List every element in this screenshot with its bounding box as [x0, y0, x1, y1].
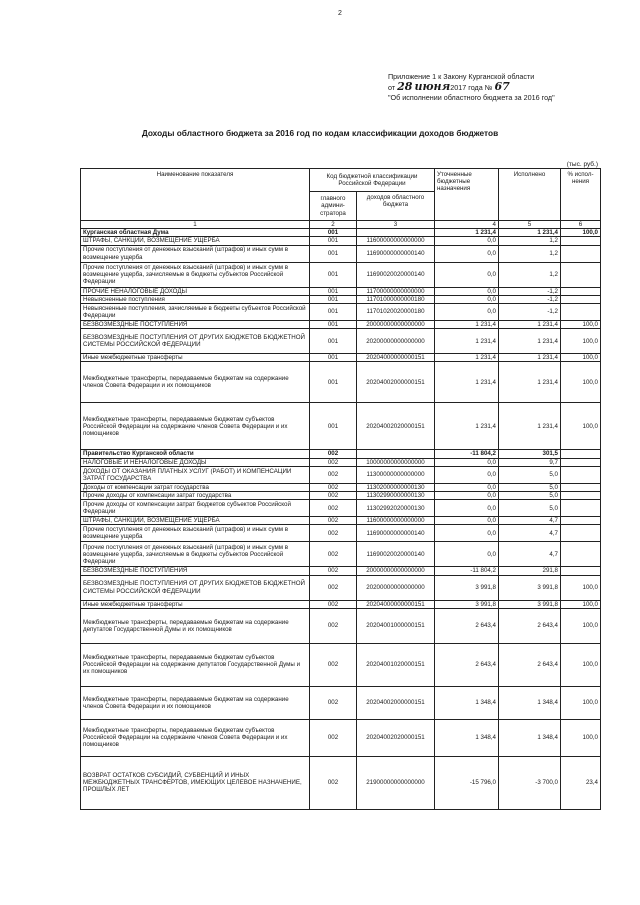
- row-admin-code: 002: [310, 608, 357, 643]
- row-percent: [561, 262, 601, 287]
- header-planned: Уточненные бюджетные назначения: [435, 169, 499, 221]
- row-budget-code: 20200000000000000: [357, 575, 435, 600]
- row-name: Иные межбюджетные трансферты: [81, 354, 310, 362]
- table-row: [81, 229, 601, 237]
- handwritten-day: 28: [397, 80, 413, 93]
- row-percent: 100,0: [561, 321, 601, 329]
- row-executed: 291,8: [499, 567, 561, 575]
- handwritten-month: июня: [414, 80, 451, 93]
- row-percent: 100,0: [561, 362, 601, 403]
- row-planned: 0,0: [435, 492, 499, 500]
- row-name: БЕЗВОЗМЕЗДНЫЕ ПОСТУПЛЕНИЯ: [81, 321, 310, 329]
- row-budget-code: 20000000000000000: [357, 321, 435, 329]
- appendix-from: от: [388, 83, 396, 92]
- row-budget-code: 11690000000000140: [357, 525, 435, 542]
- row-admin-code: 001: [310, 295, 357, 303]
- row-executed: 1 231,4: [499, 321, 561, 329]
- row-admin-code: 002: [310, 466, 357, 483]
- table-row: [81, 492, 601, 500]
- row-name: Межбюджетные трансферты, передаваемые бюджетам на содержание членов Совета Федерации и их помощников: [81, 686, 310, 719]
- row-planned: 0,0: [435, 458, 499, 466]
- row-budget-code: 20200000000000000: [357, 329, 435, 354]
- handwritten-number: 67: [494, 80, 510, 93]
- row-executed: 4,7: [499, 525, 561, 542]
- row-percent: 100,0: [561, 575, 601, 600]
- table-row: [81, 304, 601, 321]
- table-row: [81, 262, 601, 287]
- row-percent: [561, 500, 601, 517]
- table-row: [81, 403, 601, 450]
- table-row: [81, 517, 601, 525]
- revenue-table: [80, 168, 601, 810]
- table-row: [81, 245, 601, 262]
- row-executed: 1 231,4: [499, 329, 561, 354]
- header-percent: % испол-нения: [561, 169, 601, 221]
- row-admin-code: 002: [310, 450, 357, 458]
- row-budget-code: 20204002020000151: [357, 403, 435, 450]
- appendix-year: 2017 года №: [450, 83, 493, 92]
- row-admin-code: 002: [310, 756, 357, 809]
- row-name: ДОХОДЫ ОТ ОКАЗАНИЯ ПЛАТНЫХ УСЛУГ (РАБОТ) И КОМПЕНСАЦИИ ЗАТРАТ ГОСУДАРСТВА: [81, 466, 310, 483]
- row-percent: [561, 466, 601, 483]
- row-admin-code: 002: [310, 643, 357, 686]
- row-percent: 100,0: [561, 719, 601, 756]
- row-percent: [561, 295, 601, 303]
- row-budget-code: [357, 229, 435, 237]
- row-name: Межбюджетные трансферты, передаваемые бюджетам на содержание депутатов Государственной Думы и их помощников: [81, 608, 310, 643]
- row-planned: 0,0: [435, 466, 499, 483]
- row-percent: [561, 517, 601, 525]
- row-executed: 1 231,4: [499, 362, 561, 403]
- row-name: Доходы от компенсации затрат государства: [81, 483, 310, 491]
- row-planned: 0,0: [435, 542, 499, 567]
- appendix-line-2: [388, 82, 555, 93]
- column-number: 4: [435, 221, 499, 229]
- page-number: 2: [338, 10, 342, 17]
- row-budget-code: 20000000000000000: [357, 567, 435, 575]
- row-percent: [561, 542, 601, 567]
- row-name: Межбюджетные трансферты, передаваемые бюджетам субъектов Российской Федерации на содержание членов Совета Федерации и их помощников: [81, 403, 310, 450]
- row-admin-code: 002: [310, 517, 357, 525]
- row-percent: [561, 492, 601, 500]
- row-budget-code: 21900000000000000: [357, 756, 435, 809]
- row-executed: -1,2: [499, 287, 561, 295]
- row-executed: -1,2: [499, 304, 561, 321]
- unit-label: (тыс. руб.): [566, 161, 598, 168]
- row-admin-code: 002: [310, 492, 357, 500]
- row-executed: 9,7: [499, 458, 561, 466]
- header-code-group: Код бюджетной классификации Российской Федерации: [310, 169, 435, 192]
- row-executed: 1 348,4: [499, 719, 561, 756]
- row-budget-code: 20204001000000151: [357, 608, 435, 643]
- row-admin-code: 001: [310, 245, 357, 262]
- row-name: БЕЗВОЗМЕЗДНЫЕ ПОСТУПЛЕНИЯ: [81, 567, 310, 575]
- row-planned: 0,0: [435, 245, 499, 262]
- row-planned: 0,0: [435, 237, 499, 245]
- row-percent: 100,0: [561, 600, 601, 608]
- row-name: ВОЗВРАТ ОСТАТКОВ СУБСИДИЙ, СУБВЕНЦИЙ И ИНЫХ МЕЖБЮДЖЕТНЫХ ТРАНСФЕРТОВ, ИМЕЮЩИХ ЦЕЛЕВОЕ НАЗНАЧЕНИЕ, ПРОШЛЫХ ЛЕТ: [81, 756, 310, 809]
- row-admin-code: 002: [310, 567, 357, 575]
- table-row: [81, 542, 601, 567]
- row-name: Иные межбюджетные трансферты: [81, 600, 310, 608]
- row-planned: 0,0: [435, 304, 499, 321]
- row-executed: 5,0: [499, 492, 561, 500]
- row-planned: 0,0: [435, 295, 499, 303]
- row-admin-code: 001: [310, 237, 357, 245]
- column-number: 2: [310, 221, 357, 229]
- row-budget-code: 20204000000000151: [357, 354, 435, 362]
- row-planned: 2 643,4: [435, 608, 499, 643]
- row-admin-code: 001: [310, 262, 357, 287]
- row-name: ПРОЧИЕ НЕНАЛОГОВЫЕ ДОХОДЫ: [81, 287, 310, 295]
- header-executed: Исполнено: [499, 169, 561, 221]
- row-budget-code: 11302990000000130: [357, 492, 435, 500]
- row-planned: 2 643,4: [435, 643, 499, 686]
- row-executed: 1,2: [499, 245, 561, 262]
- table-row: [81, 686, 601, 719]
- row-planned: 1 348,4: [435, 719, 499, 756]
- document-title: Доходы областного бюджета за 2016 год по кодам классификации доходов бюджетов: [141, 128, 499, 138]
- row-percent: 100,0: [561, 329, 601, 354]
- row-budget-code: [357, 450, 435, 458]
- row-budget-code: 11302992020000130: [357, 500, 435, 517]
- row-name: Правительство Курганской области: [81, 450, 310, 458]
- row-name: Прочие поступления от денежных взысканий (штрафов) и иных сумм в возмещение ущерба: [81, 245, 310, 262]
- row-executed: 2 643,4: [499, 608, 561, 643]
- row-executed: 4,7: [499, 542, 561, 567]
- row-budget-code: 20204002000000151: [357, 686, 435, 719]
- table-row: [81, 458, 601, 466]
- row-planned: 0,0: [435, 525, 499, 542]
- row-executed: 5,0: [499, 500, 561, 517]
- table-row: [81, 608, 601, 643]
- row-executed: 3 991,8: [499, 600, 561, 608]
- row-admin-code: 001: [310, 329, 357, 354]
- header-admin: главного админи-стратора: [310, 192, 357, 221]
- row-admin-code: 001: [310, 287, 357, 295]
- row-executed: 5,0: [499, 483, 561, 491]
- column-number: 5: [499, 221, 561, 229]
- row-percent: 100,0: [561, 686, 601, 719]
- appendix-note: [388, 72, 555, 103]
- row-admin-code: 001: [310, 304, 357, 321]
- row-admin-code: 002: [310, 525, 357, 542]
- row-budget-code: 20204002000000151: [357, 362, 435, 403]
- table-row: [81, 329, 601, 354]
- table-row: [81, 466, 601, 483]
- table-row: [81, 362, 601, 403]
- row-executed: 1 231,4: [499, 229, 561, 237]
- row-name: Прочие поступления от денежных взысканий (штрафов) и иных сумм в возмещение ущерба, зачисляемые в бюджеты субъектов Российской Федерации: [81, 542, 310, 567]
- row-name: Невыясненные поступления, зачисляемые в бюджеты субъектов Российской Федерации: [81, 304, 310, 321]
- table-row: [81, 567, 601, 575]
- header-budget: доходов областного бюджета: [357, 192, 435, 221]
- table-row: [81, 354, 601, 362]
- row-planned: 1 231,4: [435, 329, 499, 354]
- row-budget-code: 11690020020000140: [357, 262, 435, 287]
- column-number: 1: [81, 221, 310, 229]
- row-planned: -15 796,0: [435, 756, 499, 809]
- row-percent: 100,0: [561, 643, 601, 686]
- row-budget-code: 11302000000000130: [357, 483, 435, 491]
- column-number: 6: [561, 221, 601, 229]
- row-percent: [561, 237, 601, 245]
- row-budget-code: 20204000000000151: [357, 600, 435, 608]
- column-number-row: [81, 221, 601, 229]
- row-admin-code: 001: [310, 362, 357, 403]
- row-budget-code: 11690020020000140: [357, 542, 435, 567]
- row-percent: [561, 304, 601, 321]
- row-budget-code: 10000000000000000: [357, 458, 435, 466]
- table-row: [81, 756, 601, 809]
- row-executed: 301,5: [499, 450, 561, 458]
- row-planned: 3 991,8: [435, 600, 499, 608]
- row-admin-code: 002: [310, 686, 357, 719]
- table-row: [81, 525, 601, 542]
- row-budget-code: 20204001020000151: [357, 643, 435, 686]
- row-executed: 3 991,8: [499, 575, 561, 600]
- row-name: Прочие поступления от денежных взысканий (штрафов) и иных сумм в возмещение ущерба, зачисляемые в бюджеты субъектов Российской Федерации: [81, 262, 310, 287]
- row-name: Невыясненные поступления: [81, 295, 310, 303]
- row-admin-code: 001: [310, 354, 357, 362]
- row-budget-code: 11700000000000000: [357, 287, 435, 295]
- row-executed: 1,2: [499, 262, 561, 287]
- row-executed: 4,7: [499, 517, 561, 525]
- table-row: [81, 483, 601, 491]
- row-executed: 1 231,4: [499, 354, 561, 362]
- row-percent: 23,4: [561, 756, 601, 809]
- row-executed: 2 643,4: [499, 643, 561, 686]
- row-planned: 0,0: [435, 262, 499, 287]
- table-row: [81, 287, 601, 295]
- row-executed: -1,2: [499, 295, 561, 303]
- row-percent: 100,0: [561, 354, 601, 362]
- row-name: БЕЗВОЗМЕЗДНЫЕ ПОСТУПЛЕНИЯ ОТ ДРУГИХ БЮДЖЕТОВ БЮДЖЕТНОЙ СИСТЕМЫ РОССИЙСКОЙ ФЕДЕРАЦИИ: [81, 575, 310, 600]
- row-name: ШТРАФЫ, САНКЦИИ, ВОЗМЕЩЕНИЕ УЩЕРБА: [81, 237, 310, 245]
- row-budget-code: 11600000000000000: [357, 237, 435, 245]
- table-row: [81, 600, 601, 608]
- row-budget-code: 20204002020000151: [357, 719, 435, 756]
- row-name: Межбюджетные трансферты, передаваемые бюджетам на содержание членов Совета Федерации и их помощников: [81, 362, 310, 403]
- row-admin-code: 002: [310, 500, 357, 517]
- row-percent: [561, 245, 601, 262]
- row-percent: 100,0: [561, 403, 601, 450]
- row-name: ШТРАФЫ, САНКЦИИ, ВОЗМЕЩЕНИЕ УЩЕРБА: [81, 517, 310, 525]
- row-planned: 0,0: [435, 287, 499, 295]
- table-row: [81, 295, 601, 303]
- row-admin-code: 002: [310, 542, 357, 567]
- row-planned: -11 804,2: [435, 450, 499, 458]
- row-percent: [561, 567, 601, 575]
- appendix-line-3: "Об исполнении областного бюджета за 2016 год": [388, 93, 555, 102]
- row-name: Курганская областная Дума: [81, 229, 310, 237]
- row-executed: -3 700,0: [499, 756, 561, 809]
- row-percent: 100,0: [561, 229, 601, 237]
- row-percent: 100,0: [561, 608, 601, 643]
- row-budget-code: 11690000000000140: [357, 245, 435, 262]
- row-name: Прочие доходы от компенсации затрат бюджетов субъектов Российской Федерации: [81, 500, 310, 517]
- table-row: [81, 643, 601, 686]
- row-executed: 5,0: [499, 466, 561, 483]
- row-name: БЕЗВОЗМЕЗДНЫЕ ПОСТУПЛЕНИЯ ОТ ДРУГИХ БЮДЖЕТОВ БЮДЖЕТНОЙ СИСТЕМЫ РОССИЙСКОЙ ФЕДЕРАЦИИ: [81, 329, 310, 354]
- row-admin-code: 001: [310, 403, 357, 450]
- row-executed: 1 348,4: [499, 686, 561, 719]
- row-planned: 1 231,4: [435, 403, 499, 450]
- table-row: [81, 500, 601, 517]
- row-name: Межбюджетные трансферты, передаваемые бюджетам субъектов Российской Федерации на содержание депутатов Государственной Думы и их помощников: [81, 643, 310, 686]
- row-planned: 1 231,4: [435, 321, 499, 329]
- row-planned: 1 231,4: [435, 362, 499, 403]
- row-name: НАЛОГОВЫЕ И НЕНАЛОГОВЫЕ ДОХОДЫ: [81, 458, 310, 466]
- row-planned: 1 231,4: [435, 354, 499, 362]
- table-row: [81, 575, 601, 600]
- column-number: 3: [357, 221, 435, 229]
- row-percent: [561, 483, 601, 491]
- row-name: Межбюджетные трансферты, передаваемые бюджетам субъектов Российской Федерации на содержание членов Совета Федерации и их помощников: [81, 719, 310, 756]
- row-planned: 3 991,8: [435, 575, 499, 600]
- row-executed: 1,2: [499, 237, 561, 245]
- row-admin-code: 001: [310, 321, 357, 329]
- row-planned: 0,0: [435, 483, 499, 491]
- row-percent: [561, 525, 601, 542]
- row-admin-code: 002: [310, 719, 357, 756]
- table-row: [81, 321, 601, 329]
- row-planned: 1 348,4: [435, 686, 499, 719]
- row-executed: 1 231,4: [499, 403, 561, 450]
- row-admin-code: 002: [310, 458, 357, 466]
- row-budget-code: 11701020020000180: [357, 304, 435, 321]
- header-name: Наименование показателя: [81, 169, 310, 221]
- row-percent: [561, 287, 601, 295]
- row-name: Прочие поступления от денежных взысканий (штрафов) и иных сумм в возмещение ущерба: [81, 525, 310, 542]
- row-admin-code: 002: [310, 600, 357, 608]
- row-name: Прочие доходы от компенсации затрат государства: [81, 492, 310, 500]
- row-budget-code: 11701000000000180: [357, 295, 435, 303]
- row-planned: -11 804,2: [435, 567, 499, 575]
- row-budget-code: 11300000000000000: [357, 466, 435, 483]
- row-percent: [561, 458, 601, 466]
- table-row: [81, 450, 601, 458]
- table-row: [81, 719, 601, 756]
- row-admin-code: 001: [310, 229, 357, 237]
- row-planned: 1 231,4: [435, 229, 499, 237]
- row-planned: 0,0: [435, 517, 499, 525]
- appendix-line-1: Приложение 1 к Закону Курганской области: [388, 72, 535, 81]
- row-planned: 0,0: [435, 500, 499, 517]
- table-row: [81, 237, 601, 245]
- row-percent: [561, 450, 601, 458]
- row-budget-code: 11600000000000000: [357, 517, 435, 525]
- row-admin-code: 002: [310, 483, 357, 491]
- row-admin-code: 002: [310, 575, 357, 600]
